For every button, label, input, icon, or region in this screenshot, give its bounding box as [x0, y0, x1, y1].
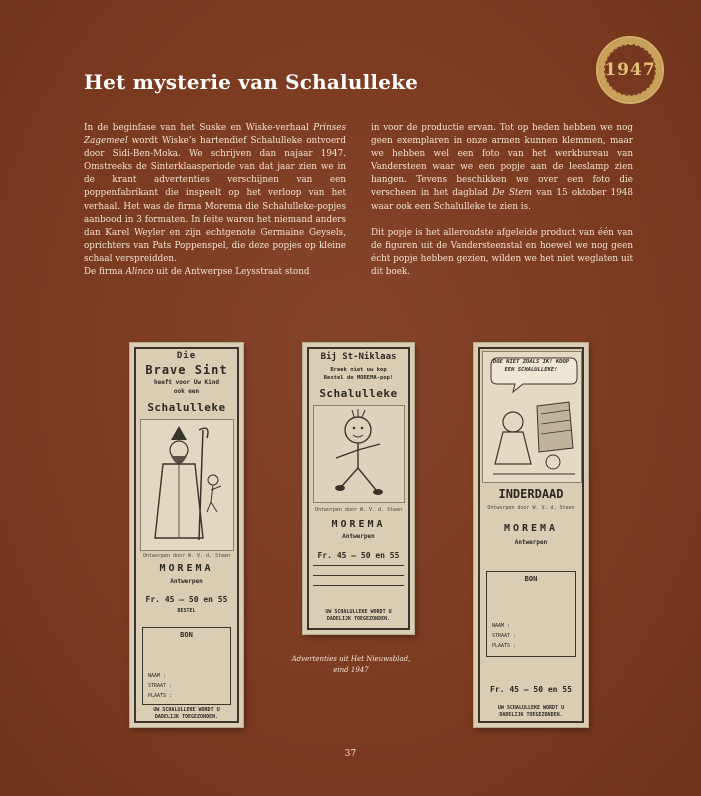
- text-run: in voor de productie ervan. Tot op heden hebben we nog geen exemplaren in onze armen kunnen klemmen, maar we hebben wel een foto van het werkbureau van Vandersteen waar we een popje aan de leeslamp zien hangen. Tevens beschikken we over een foto die verscheen in het dagblad: [371, 123, 633, 199]
- schalulleke-illustration: [313, 405, 405, 503]
- ad3-small-text: Ontworpen door W. V. d. Steen: [487, 505, 575, 511]
- ad2-city: Antwerpen: [342, 533, 375, 540]
- ad1-footer2: DADELIJK TOEGEZONDEN.: [154, 714, 219, 720]
- text-run: wordt Wiske’s hartendief Schalulleke ontvoerd door Sidi-Ben-Moka. We schrijven dan najaar 1947. Omstreeks de Sinterklaasperiode van dat jaar zien we in de krant advertenties verschijnen van een poppenfabrikant die inspeelt op het verloop van het verhaal. Het was de firma Morema die Schalulleke-popjes aanbood in 3 formaten. In feite waren het niemand anders dan Karel Weyler en zijn echtgenote Germaine Geysels, oprichters van Pats Poppenspel, die deze popjes op kleine schaal verspreidden.: [84, 136, 346, 264]
- ad3-straat: STRAAT :: [492, 633, 517, 639]
- company-name: Alinco: [125, 267, 154, 278]
- caption-line-1: Advertenties uit Het Nieuwsblad,: [291, 655, 411, 663]
- ad3-headline: INDERDAAD: [498, 487, 564, 501]
- ad2-line3: Bestel de MOREMA-pop!: [323, 375, 394, 381]
- ad1-naam: NAAM :: [148, 673, 167, 679]
- ad1-morema: MOREMA: [159, 563, 214, 574]
- ad3-plaats: PLAATS :: [492, 643, 517, 649]
- ad3-morema: MOREMA: [503, 523, 559, 534]
- page-title: Het mysterie van Schalulleke: [84, 70, 419, 94]
- advertisement-1: [130, 343, 243, 727]
- ad2-price: Fr. 45 — 50 en 55: [317, 551, 400, 560]
- image-caption: [276, 654, 426, 676]
- ad1-plaats: PLAATS :: [148, 693, 173, 699]
- divider: [313, 585, 404, 586]
- ad2-morema: MOREMA: [331, 519, 386, 530]
- ad2-footer2: DADELIJK TOEGEZONDEN.: [326, 616, 391, 622]
- ad1-line4: ook een: [173, 388, 200, 395]
- ad3-footer1: UW SCHALULLEKE WORDT U: [497, 705, 565, 711]
- ad2-small-text: Ontworpen door W. V. d. Steen: [314, 507, 403, 513]
- divider: [313, 575, 404, 576]
- ad3-footer2: DADELIJK TOEGEZONDEN.: [499, 712, 563, 718]
- ad1-bestel: BESTEL: [177, 608, 196, 614]
- left-paragraph-1: [84, 122, 346, 266]
- ad2-line4: Schalulleke: [319, 387, 398, 400]
- seal-year: 1947: [604, 60, 656, 80]
- ad1-straat: STRAAT :: [148, 683, 173, 689]
- ad3-price: Fr. 45 — 50 en 55: [490, 685, 572, 694]
- ad3-bon: BON: [524, 575, 538, 583]
- advertisement-2: [303, 343, 414, 634]
- ad1-bon: BON: [180, 631, 193, 639]
- left-paragraph-2: [84, 266, 346, 279]
- ad1-line2: Brave Sint: [145, 363, 228, 377]
- saint-nicholas-drawing: [141, 420, 233, 550]
- divider: [313, 565, 404, 566]
- text-run: In de beginfase van het Suske en Wiske-verhaal: [84, 123, 314, 133]
- ad1-price: Fr. 45 — 50 en 55: [145, 595, 228, 604]
- ad2-footer1: UW SCHALULLEKE WORDT U: [325, 609, 392, 615]
- ad2-line2: Breek niet uw kop: [330, 367, 387, 373]
- ad1-footer1: UW SCHALULLEKE WORDT U: [153, 707, 220, 713]
- newspaper-name: De Stem: [492, 188, 532, 199]
- saint-nicholas-illustration: [140, 419, 234, 551]
- left-text-column: [84, 122, 346, 279]
- text-run: uit de Antwerpse Leysstraat stond: [153, 267, 310, 278]
- book-title: Prinses Zagemeel: [84, 123, 346, 147]
- right-text-column: [371, 122, 633, 279]
- schalulleke-doll-drawing: [314, 406, 404, 502]
- ad1-line1: Die: [176, 351, 197, 361]
- ad1-small-text: Ontworpen door W. V. d. Steen: [142, 553, 231, 559]
- ad1-line3: heeft voor Uw Kind: [153, 379, 220, 386]
- ad2-line1: Bij St-Niklaas: [320, 352, 397, 362]
- text-run: De firma: [84, 267, 126, 278]
- advertisement-3: [474, 343, 588, 727]
- ad3-city: Antwerpen: [514, 539, 548, 546]
- page-number: 37: [344, 749, 357, 759]
- caption-line-2: eind 1947: [333, 666, 369, 674]
- ad1-line5: Schalulleke: [147, 401, 226, 414]
- ad1-city: Antwerpen: [170, 578, 203, 585]
- ad3-naam: NAAM :: [492, 623, 511, 629]
- year-seal: [596, 36, 664, 104]
- right-paragraph-2: Dit popje is het alleroudste afgeleide product van één van de figuren uit de Vandersteenstal en hoewel we nog geen écht popje hebben gezien, wilden we het niet weglaten uit dit boek.: [371, 227, 633, 277]
- text-run: van 15 oktober 1948 waar ook een Schalulleke te zien is.: [371, 188, 633, 212]
- ad3-speech-bubble: DOE NIET ZOALS IK! KOOP EEN SCHALULLEKE!: [492, 359, 570, 373]
- right-paragraph-1: [371, 122, 633, 214]
